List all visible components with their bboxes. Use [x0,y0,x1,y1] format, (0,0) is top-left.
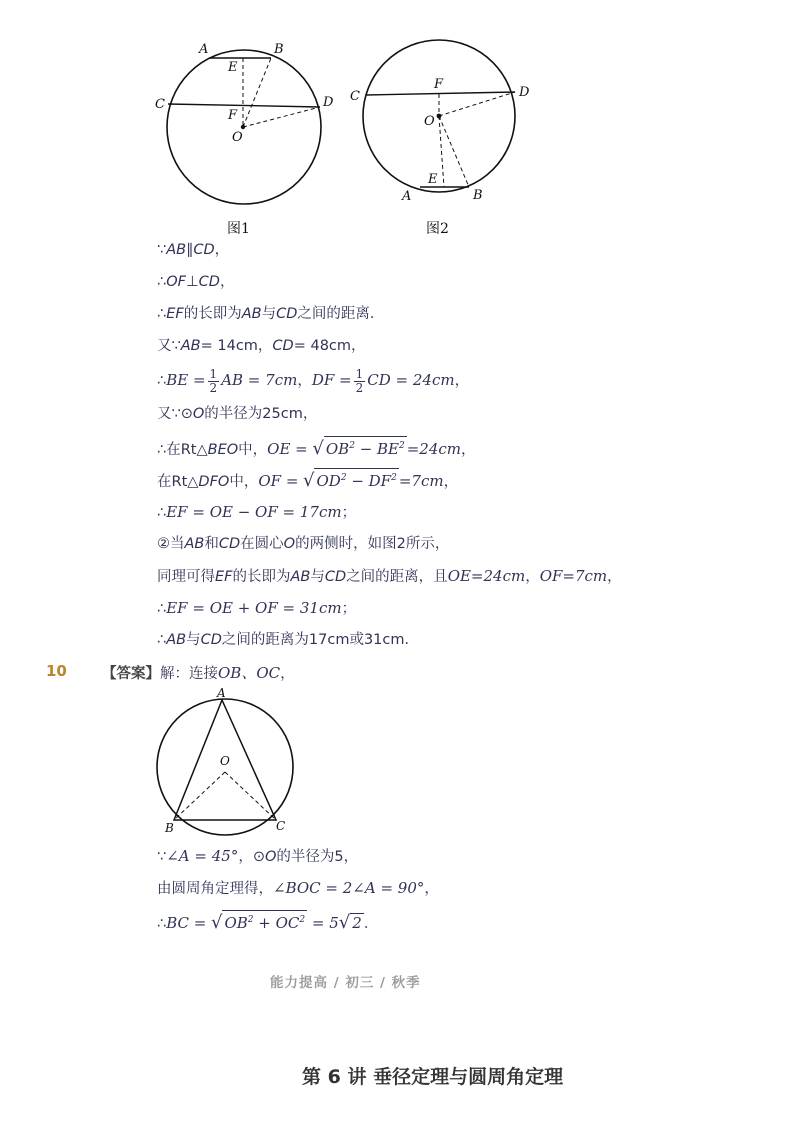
figure-1-label-o: O [232,130,243,145]
answer-tag: 【答案】 [102,666,160,682]
answer-intro: 【答案】解：连接OB、OC， [102,664,295,682]
solution-line-10: ②当AB和CD在圆心O的两侧时，如图2所示， [157,536,450,552]
solution-line-2: ∴OF⊥CD， [157,274,235,290]
solution-line-7: ∴在Rt△BEO中，OE = √ $OB^2 - BE^2 =24cm$， [157,438,476,459]
figure-2-label-a: A [402,189,412,204]
solution-line-11: 同理可得EF的长即为AB与CD之间的距离，且OE=24cm，OF=7cm， [157,567,622,585]
fraction-half-2: $\frac{1}{2}$ [355,366,364,395]
figure-3-label-c: C [276,819,286,833]
solution-line-4: 又∵AB= 14cm，CD= 48cm， [157,338,366,354]
figure-3-line-oc [225,772,276,820]
figure-2-label-e: E [428,172,438,187]
figure-1 [150,35,335,210]
figure-2-label-d: D [519,85,530,100]
solution-line-3: ∴EF的长即为AB与CD之间的距离． [157,306,385,322]
figure-2-line-od [439,92,515,116]
sqrt-oe: $OB^2 - BE^2$ [324,436,407,458]
figure-3-label-o: O [220,754,230,768]
figure-2-line-oe [439,116,444,187]
figure-2-caption: 图2 [426,221,449,237]
figure-1-chord-cd [168,104,320,107]
figure-1-line-od [243,107,320,127]
figure-1-label-f: F [228,108,238,123]
figure-3-label-a: A [217,686,226,700]
solution-line-9: ∴EF = OE − OF = 17cm； [157,503,357,521]
footer-subtitle: 能力提高 / 初三 / 秋季 [270,975,421,991]
figure-2-chord-cd [366,92,515,95]
solution-line-1: ∵AB∥CD， [157,242,230,258]
solution-line-8: 在Rt△DFO中，OF = √ $OD^2 - DF^2 =7cm$， [157,470,459,491]
figure-1-caption: 图1 [227,221,250,237]
figure-2-label-o: O [424,114,435,129]
figure-1-label-b: B [274,42,284,57]
figure-1-center-point [241,125,245,129]
figure-1-line-ob [243,58,271,127]
answer-line-3: ∴BC = √ $OB^2 + OC^2 = 5√$ 2 ． [157,912,379,933]
fraction-half-1: $\frac{1}{2}$ [209,366,218,395]
solution-line-6: 又∵⊙O的半径为25cm， [157,406,318,422]
question-number: 10 [46,662,67,680]
figure-1-label-d: D [323,95,334,110]
figure-2-label-b: B [473,188,483,203]
answer-line-1: ∵∠A = 45°，⊙O的半径为5， [157,847,359,865]
figure-3-line-ob [174,772,225,820]
sqrt-of: $OD^2 - DF^2$ [314,468,398,490]
figure-2-label-c: C [350,89,360,104]
answer-line-2: 由圆周角定理得，∠BOC = 2∠A = 90°， [157,879,439,897]
figure-2-line-ob [439,116,469,187]
figure-1-label-c: C [155,97,165,112]
figure-1-label-a: A [199,42,209,57]
figure-3 [150,683,300,838]
figure-2-label-f: F [434,77,444,92]
solution-line-12: ∴EF = OE + OF = 31cm； [157,599,357,617]
figure-3-label-b: B [165,821,174,835]
solution-line-13: ∴AB与CD之间的距离为17cm或31cm． [157,632,420,648]
sqrt-two: 2 [352,914,362,932]
solution-line-5: ∴BE = $\frac{1}{2}$ AB = 7cm，DF = $\frac{1}{2}$ CD = 24cm， [157,366,470,395]
sqrt-bc: $OB^2 + OC^2$ [222,910,307,932]
figure-2-center-point [437,114,442,119]
footer-title: 第 6 讲 垂径定理与圆周角定理 [302,1066,564,1088]
figure-1-label-e: E [228,60,238,75]
figure-2 [345,35,540,210]
